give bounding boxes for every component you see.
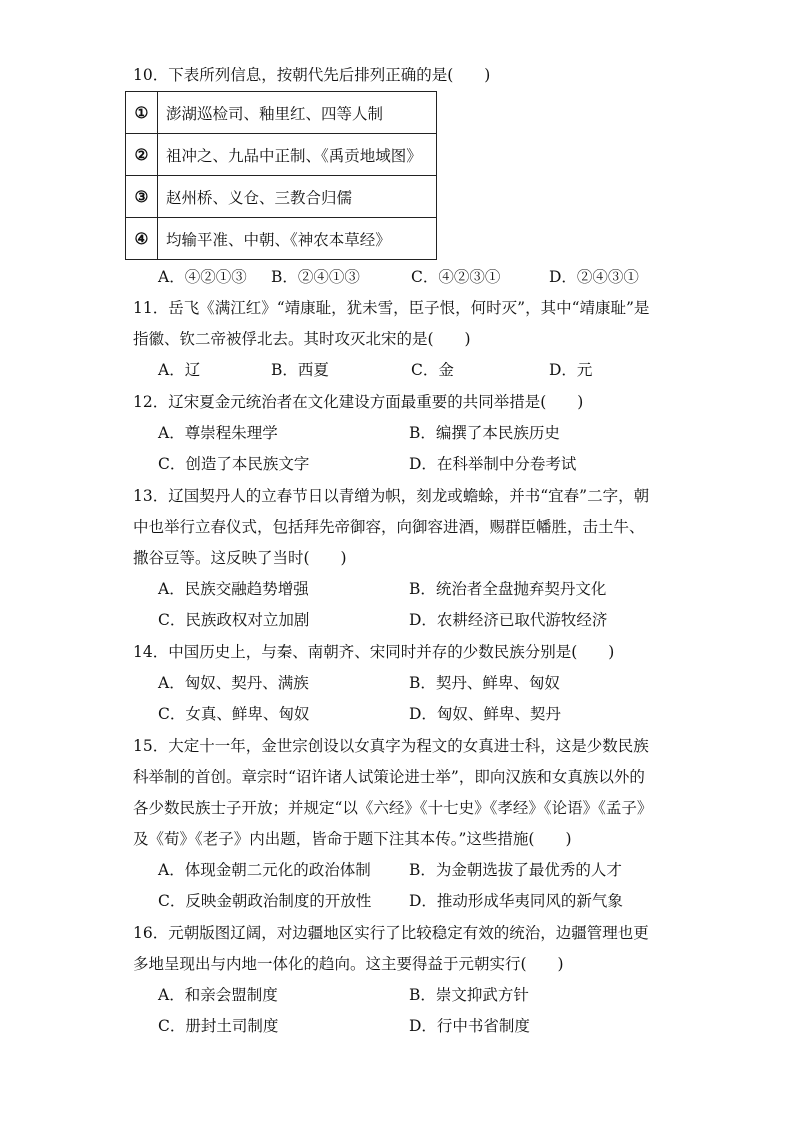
- option-c[interactable]: C．女真、鲜卑、匈奴: [158, 705, 310, 723]
- row-text: 赵州桥、义仓、三教合归儒: [158, 176, 437, 218]
- row-number: ①: [126, 92, 158, 134]
- option-c[interactable]: C．金: [411, 361, 454, 379]
- question-13-stem-line: 中也举行立春仪式，包括拜先帝御容，向御容进酒，赐群臣幡胜，击土牛、: [133, 518, 645, 536]
- question-15-stem-line: 15．大定十一年，金世宗创设以女真字为程文的女真进士科，这是少数民族: [133, 737, 649, 755]
- table-row: [126, 176, 437, 218]
- row-text: 澎湖巡检司、釉里红、四等人制: [158, 92, 437, 134]
- option-a[interactable]: A．辽: [158, 361, 201, 379]
- option-a[interactable]: A．④②①③: [158, 268, 247, 286]
- question-12-stem-line: 12．辽宋夏金元统治者在文化建设方面最重要的共同举措是( ): [133, 393, 584, 411]
- question-16-stem-line: 16．元朝版图辽阔，对边疆地区实行了比较稳定有效的统治，边疆管理也更: [133, 924, 649, 942]
- option-a[interactable]: A．匈奴、契丹、满族: [158, 674, 309, 692]
- question-10-stem: 10．下表所列信息，按朝代先后排列正确的是( ): [133, 66, 491, 84]
- option-d[interactable]: D．行中书省制度: [409, 1017, 530, 1035]
- question-11-stem-line: 指徽、钦二帝被俘北去。其时攻灭北宋的是( ): [133, 330, 471, 348]
- row-number: ④: [126, 218, 158, 260]
- option-d[interactable]: D．元: [549, 361, 593, 379]
- dynasty-info-table: [125, 91, 437, 260]
- option-d[interactable]: D．在科举制中分卷考试: [409, 455, 577, 473]
- question-15-stem-line: 及《荀》《老子》内出题，皆命于题下注其本传。”这些措施( ): [133, 830, 572, 848]
- option-b[interactable]: B．②④①③: [271, 268, 360, 286]
- option-b[interactable]: B．为金朝选拔了最优秀的人才: [409, 861, 622, 879]
- question-11-stem-line: 11．岳飞《满江红》“靖康耻，犹未雪，臣子恨，何时灭”，其中“靖康耻”是: [133, 299, 650, 317]
- option-b[interactable]: B．统治者全盘抛弃契丹文化: [409, 580, 607, 598]
- option-b[interactable]: B．西夏: [271, 361, 329, 379]
- option-a[interactable]: A．体现金朝二元化的政治体制: [158, 861, 371, 879]
- option-d[interactable]: D．匈奴、鲜卑、契丹: [409, 705, 561, 723]
- option-d[interactable]: D．农耕经济已取代游牧经济: [409, 611, 608, 629]
- option-c[interactable]: C．④②③①: [411, 268, 501, 286]
- option-b[interactable]: B．编撰了本民族历史: [409, 424, 560, 442]
- option-b[interactable]: B．契丹、鲜卑、匈奴: [409, 674, 560, 692]
- option-a[interactable]: A．和亲会盟制度: [158, 986, 278, 1004]
- table-row: [126, 92, 437, 134]
- table-row: [126, 134, 437, 176]
- question-13-stem-line: 13．辽国契丹人的立春节日以青缯为帜，刻龙或蟾蜍，并书“宜春”二字，朝: [133, 487, 650, 505]
- row-text: 均输平准、中朝、《神农本草经》: [158, 218, 437, 260]
- option-d[interactable]: D．②④③①: [549, 268, 639, 286]
- option-a[interactable]: A．尊崇程朱理学: [158, 424, 278, 442]
- option-d[interactable]: D．推动形成华夷同风的新气象: [409, 892, 623, 910]
- option-c[interactable]: C．民族政权对立加剧: [158, 611, 310, 629]
- option-c[interactable]: C．册封土司制度: [158, 1017, 279, 1035]
- question-14-stem-line: 14．中国历史上，与秦、南朝齐、宋同时并存的少数民族分别是( ): [133, 643, 615, 661]
- question-16-stem-line: 多地呈现出与内地一体化的趋向。这主要得益于元朝实行( ): [133, 955, 564, 973]
- option-b[interactable]: B．崇文抑武方针: [409, 986, 529, 1004]
- option-c[interactable]: C．反映金朝政治制度的开放性: [158, 892, 372, 910]
- question-13-stem-line: 撒谷豆等。这反映了当时( ): [133, 549, 347, 567]
- option-c[interactable]: C．创造了本民族文字: [158, 455, 310, 473]
- question-15-stem-line: 科举制的首创。章宗时“诏许诸人试策论进士举”，即向汉族和女真族以外的: [133, 768, 645, 786]
- row-text: 祖冲之、九品中正制、《禹贡地域图》: [158, 134, 437, 176]
- row-number: ③: [126, 176, 158, 218]
- table-row: [126, 218, 437, 260]
- option-a[interactable]: A．民族交融趋势增强: [158, 580, 309, 598]
- row-number: ②: [126, 134, 158, 176]
- question-15-stem-line: 各少数民族士子开放；并规定“以《六经》《十七史》《孝经》《论语》《孟子》: [133, 799, 653, 817]
